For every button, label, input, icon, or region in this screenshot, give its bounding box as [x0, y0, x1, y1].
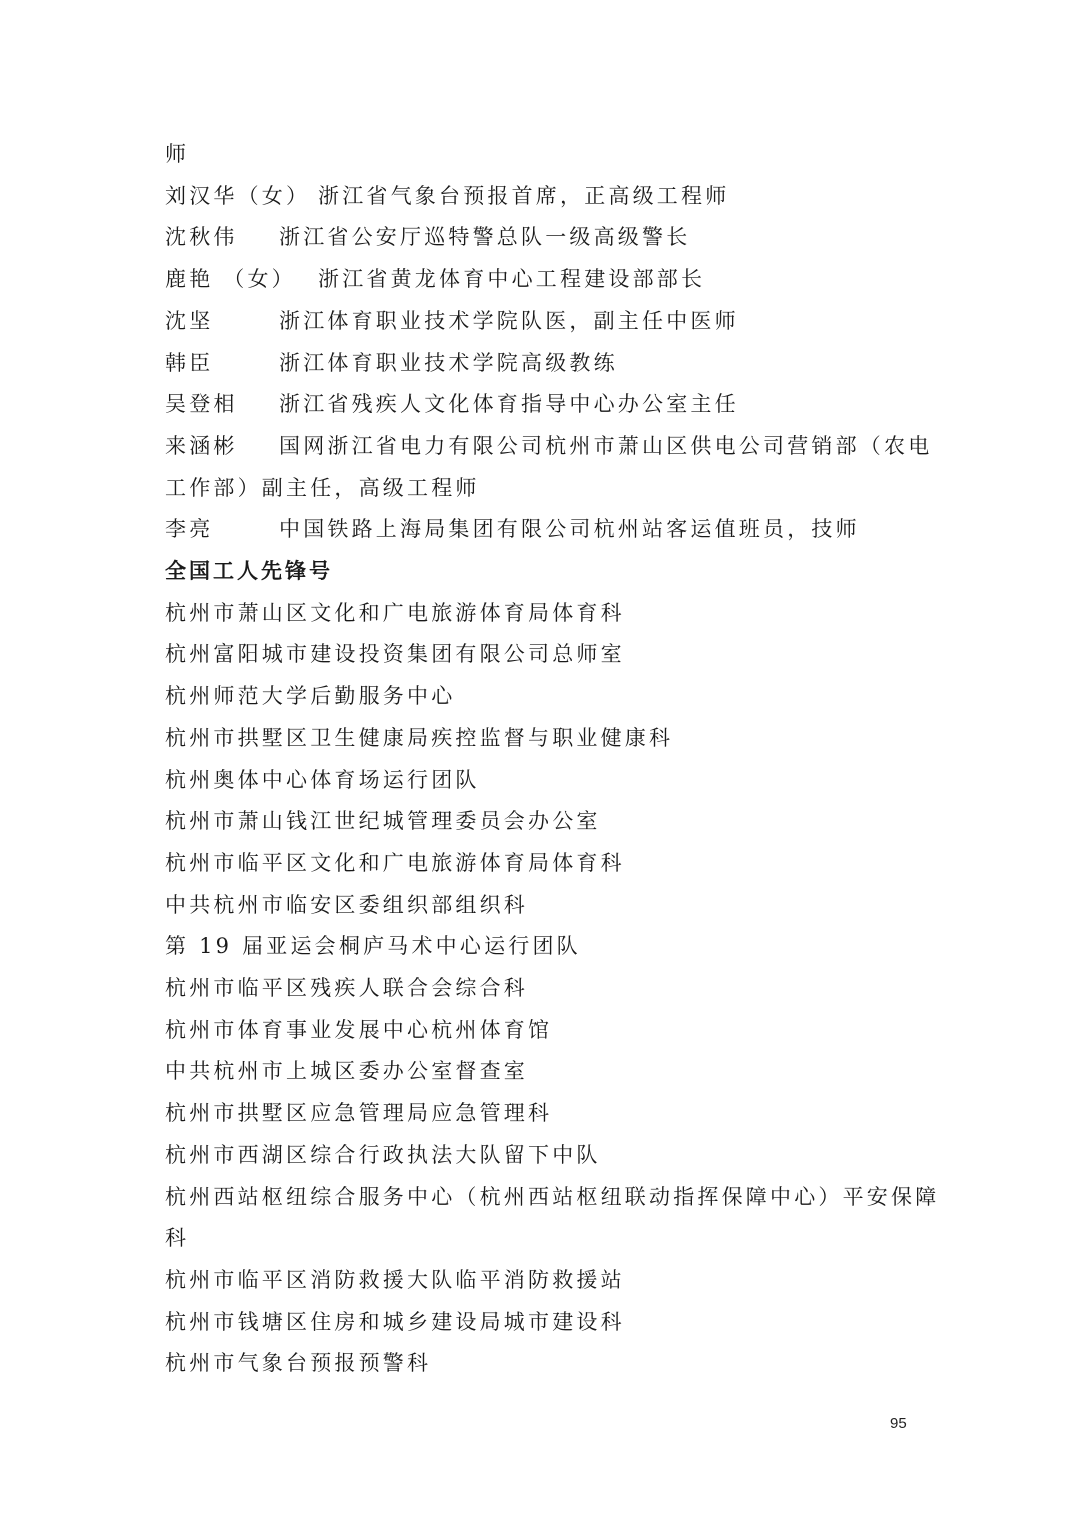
person-desc-continuation: 工作部）副主任，高级工程师 — [165, 475, 480, 500]
person-name: 刘汉华（女） — [165, 183, 311, 208]
person-desc: 浙江省气象台预报首席，正高级工程师 — [318, 183, 730, 208]
person-desc: 浙江体育职业技术学院队医，副主任中医师 — [279, 308, 739, 333]
list-item: 科 — [165, 1226, 190, 1251]
list-item: 第 19 届亚运会桐庐马术中心运行团队 — [165, 934, 581, 959]
list-item: 杭州市体育事业发展中心杭州体育馆 — [165, 1017, 553, 1042]
person-entry — [165, 176, 925, 218]
person-entry — [165, 217, 925, 259]
list-item: 杭州市萧山区文化和广电旅游体育局体育科 — [165, 600, 625, 625]
person-entry — [165, 301, 925, 343]
person-entry — [165, 509, 925, 551]
list-item: 中共杭州市上城区委办公室督查室 — [165, 1059, 528, 1084]
list-item: 杭州西站枢纽综合服务中心（杭州西站枢纽联动指挥保障中心）平安保障 — [165, 1184, 940, 1209]
list-item: 杭州市临平区文化和广电旅游体育局体育科 — [165, 850, 625, 875]
person-name: 沈坚 — [165, 308, 214, 333]
list-item: 杭州市拱墅区卫生健康局疾控监督与职业健康科 — [165, 725, 674, 750]
people-list — [165, 176, 933, 551]
person-desc: 中国铁路上海局集团有限公司杭州站客运值班员，技师 — [279, 517, 860, 542]
person-entry — [165, 384, 925, 426]
list-item: 杭州市西湖区综合行政执法大队留下中队 — [165, 1142, 601, 1167]
continuation-text: 师 — [165, 142, 190, 166]
list-item: 杭州富阳城市建设投资集团有限公司总师室 — [165, 642, 625, 667]
person-desc: 浙江省黄龙体育中心工程建设部部长 — [318, 267, 706, 292]
person-entry — [165, 426, 933, 468]
list-item: 杭州市钱塘区住房和城乡建设局城市建设科 — [165, 1309, 625, 1334]
person-desc: 国网浙江省电力有限公司杭州市萧山区供电公司营销部（农电 — [279, 433, 933, 458]
person-name: 来涵彬 — [165, 433, 238, 458]
person-desc: 浙江体育职业技术学院高级教练 — [279, 350, 618, 375]
list-item: 杭州市拱墅区应急管理局应急管理科 — [165, 1101, 553, 1126]
list-item: 杭州市萧山钱江世纪城管理委员会办公室 — [165, 809, 601, 834]
list-item: 杭州市气象台预报预警科 — [165, 1351, 432, 1376]
list-item: 杭州师范大学后勤服务中心 — [165, 684, 456, 709]
person-name: 韩臣 — [165, 350, 214, 375]
person-desc: 浙江省残疾人文化体育指导中心办公室主任 — [279, 392, 739, 417]
list-item: 杭州市临平区残疾人联合会综合科 — [165, 976, 528, 1001]
unit-list — [165, 593, 940, 1385]
person-name: 鹿艳 （女） — [165, 267, 296, 292]
person-name: 沈秋伟 — [165, 225, 238, 250]
person-entry — [165, 343, 925, 385]
page-content — [165, 134, 940, 1385]
list-item: 中共杭州市临安区委组织部组织科 — [165, 892, 528, 917]
list-item: 杭州奥体中心体育场运行团队 — [165, 767, 480, 792]
person-entry — [165, 259, 925, 301]
page-number: 95 — [890, 1415, 907, 1432]
section-heading: 全国工人先锋号 — [165, 559, 333, 584]
list-item: 杭州市临平区消防救援大队临平消防救援站 — [165, 1267, 625, 1292]
person-name: 吴登相 — [165, 392, 238, 417]
person-desc: 浙江省公安厅巡特警总队一级高级警长 — [279, 225, 691, 250]
person-name: 李亮 — [165, 517, 214, 542]
